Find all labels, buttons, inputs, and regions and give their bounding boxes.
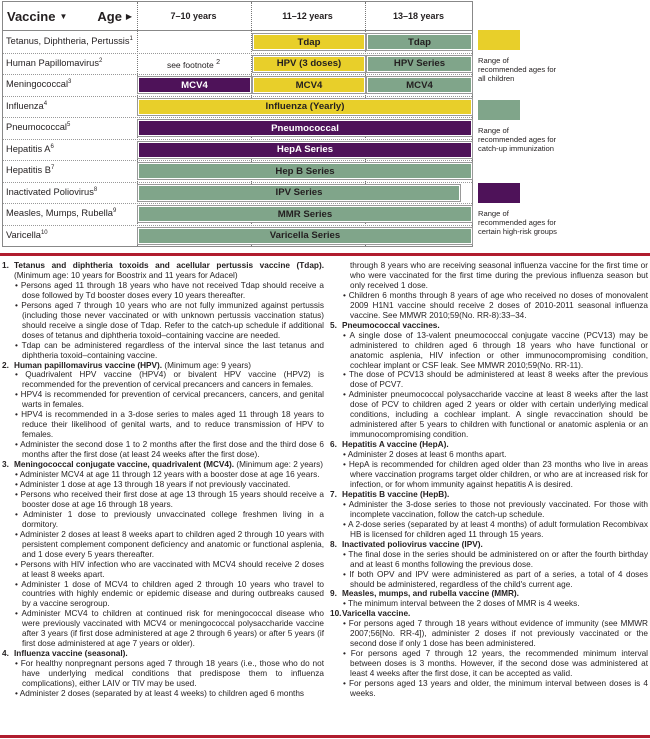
footnote-bullet: • Administer MCV4 to children at continued risk for meningococcal disease who were previously vaccinated with MCV4 or meningococcal polysaccharide vaccine after 3 years (if first dose administered at age 2 through 6 years) or after 5 years (if first dose administered at age 7 years or older).	[15, 609, 324, 649]
schedule-bar: Hep B Series	[138, 163, 472, 179]
vaccine-name-text: Human Papillomavirus	[6, 57, 100, 68]
footnote-ref: 3	[68, 79, 72, 85]
note-text: see footnote	[166, 59, 214, 70]
legend-item	[478, 183, 650, 237]
footnote-bullet-text: Administer MCV4 to children at continued risk for meningococcal disease who were previously vaccinated with MCV4 or meningococcal polysaccharide vaccine after 3 years (if first dose administered at age 2 through 6 years) or after 5 years (if first dose administered at age 7 years or older).	[21, 609, 324, 649]
footnote-bullet: • Children 6 months through 8 years of age who received no doses of monovalent 2009 H1N1 vaccine should receive 2 doses of 2010-2011 seasonal influenza vaccine. See MMWR 2010;59(No. RR-8):33–34.	[343, 290, 648, 320]
vaccine-name-text: Meningococcal	[6, 79, 69, 90]
footnote-ref: 2	[216, 57, 221, 66]
footnote	[330, 609, 648, 699]
footnote-bullet: • A single dose of 13-valent pneumococcal conjugate vaccine (PCV13) may be administered to children aged 6 through 18 years who have functional or anatomic asplenia, HIV infection or other immunocompromising condition, cochlear implant or CSF leak. See MMWR 2010;59(No. RR-11).	[343, 330, 648, 370]
table-row	[3, 160, 472, 183]
age-column-11-12: 11–12 years	[251, 2, 364, 31]
schedule-bar: Tdap	[367, 34, 472, 50]
footnote-number: 7.	[330, 489, 337, 499]
footnote-bullet-text: For persons aged 13 years and older, the minimum interval between doses is 4 weeks.	[349, 679, 648, 698]
footnote-bullet-text: Administer 2 doses at least 8 weeks apart to children aged 2 through 10 years with persistent complement component deficiency and anatomic or functional asplenia, and 1 dose every 5 years thereafter.	[19, 529, 324, 559]
legend-text: Range of recommended ages for all children	[478, 56, 557, 84]
footnote-bullet: • HepA is recommended for children aged older than 23 months who live in areas where vaccination programs target older children, or who are at increased risk for infection, or for whom immunity against hepatitis A is desired.	[343, 460, 648, 489]
schedule-bar: Varicella Series	[138, 228, 472, 244]
schedule-bar: MCV4	[367, 77, 472, 93]
footnote-number: 10.	[330, 609, 342, 619]
footnote-bullet: • The final dose in the series should be administered on or after the fourth birthday and at least 6 months following the previous dose.	[343, 549, 648, 569]
footnote	[2, 361, 324, 461]
footnote-title-wrap	[14, 649, 128, 659]
legend-swatch	[478, 183, 520, 203]
footnote-title: Measles, mumps, and rubella vaccine (MMR).	[342, 589, 519, 599]
footnote-ref: 8	[93, 186, 98, 193]
footnote-bullet: • Administer 2 doses (separated by at least 4 weeks) to children aged 6 months	[15, 688, 305, 698]
vaccine-name-text: Measles, Mumps, Rubella	[6, 208, 113, 219]
footnote	[2, 649, 324, 699]
schedule-bar: Pneumococcal	[138, 120, 472, 136]
footnote-title-wrap	[14, 460, 323, 470]
table-row	[3, 182, 472, 205]
footnote-heading	[330, 490, 648, 500]
legend-swatch	[478, 100, 520, 120]
footnote-bullet: • If both OPV and IPV were administered as part of a series, a total of 4 doses should be administered, regardless of the child's current age.	[343, 569, 648, 589]
footnote-bullet-text: Administer MCV4 at age 11 through 12 years with a booster dose at age 16 years.	[19, 470, 320, 480]
footnote-bullet: • For persons aged 13 years and older, the minimum interval between doses is 4 weeks.	[343, 679, 648, 698]
footnote-bullet-text: Administer 1 dose at age 13 through 18 years if not previously vaccinated.	[19, 479, 291, 489]
footnote-title: Varicella vaccine.	[342, 609, 411, 619]
footnote-bullet-text: Persons aged 11 through 18 years who have not received Tdap should receive a dose followed by Td booster doses every 10 years thereafter.	[20, 280, 324, 300]
see-footnote-note	[137, 58, 250, 70]
age-header: Age	[97, 8, 122, 24]
vaccine-name-text: Hepatitis A	[6, 143, 51, 154]
footnote-title: Inactivated poliovirus vaccine (IPV).	[342, 539, 483, 549]
footnote-bullet: • The minimum interval between the 2 doses of MMR is 4 weeks.	[343, 599, 580, 609]
vaccine-name-text: Influenza	[6, 100, 44, 111]
footnote-title: Influenza vaccine (seasonal).	[14, 649, 128, 659]
footnote-heading	[2, 361, 324, 371]
footnote	[330, 440, 648, 490]
footnote-ref: 5	[66, 122, 71, 128]
schedule-bar: HPV (3 doses)	[253, 56, 365, 72]
schedule-bar: HPV Series	[367, 56, 472, 72]
table-row	[3, 139, 472, 162]
footnote	[330, 321, 648, 440]
footnote-number: 2.	[2, 360, 9, 370]
bottom-red-rule	[0, 735, 650, 738]
footnote-bullet: • Persons who received their first dose at age 13 through 15 years should receive a booster dose at age 16 through 18 years.	[15, 489, 325, 509]
footnote-bullet: • The dose of PCV13 should be administered at least 8 weeks after the previous dose of PCV7.	[343, 370, 648, 390]
footnote	[2, 261, 324, 361]
schedule-bar: MCV4	[138, 77, 251, 93]
schedule-bar: IPV Series	[138, 185, 460, 201]
footnote-title: Tetanus and diphtheria toxoids and acellular pertussis vaccine (Tdap).	[14, 261, 324, 270]
vaccine-header: Vaccine	[7, 8, 56, 24]
footnote-bullet-text: A 2-dose series (separated by at least 4 months) of adult formulation Recombivax HB is licensed for children aged 11 through 15 years.	[347, 519, 648, 539]
footnote-title: Meningococcal conjugate vaccine, quadrivalent (MCV4).	[14, 460, 235, 470]
footnote-bullet-text: The minimum interval between the 2 doses of MMR is 4 weeks.	[348, 599, 580, 609]
footnote-bullet: • For persons aged 7 through 12 years, the recommended minimum interval between doses is 3 months. However, if the second dose was administered at least 4 weeks after the first dose, it can be accepted as valid.	[343, 649, 649, 679]
table-row	[3, 53, 472, 76]
footnote-subtitle: (Minimum age: 2 years)	[236, 460, 324, 470]
footnote	[330, 291, 648, 321]
legend-swatch	[478, 30, 520, 50]
footnote-ref: 9	[112, 208, 117, 214]
table-row	[3, 96, 472, 119]
footnote-subtitle: (Minimum age: 10 years for Boostrix and 11 years for Adacel)	[14, 270, 238, 280]
footnote-bullet: • Quadrivalent HPV vaccine (HPV4) or bivalent HPV vaccine (HPV2) is recommended for the prevention of cervical precancers and cancers in females.	[15, 370, 324, 390]
footnote-bullet-text: Administer 2 doses (separated by at least 4 weeks) to children aged 6 months	[19, 688, 305, 698]
footnote-number: 9.	[330, 589, 337, 599]
age-column-13-18: 13–18 years	[365, 2, 472, 31]
schedule-bar: HepA Series	[138, 142, 472, 158]
footnote-title-wrap	[14, 361, 251, 371]
vaccine-name-text: Tetanus, Diphtheria, Pertussis	[6, 36, 130, 47]
footnote-title-wrap	[342, 440, 449, 450]
footnote-number: 6.	[330, 440, 337, 450]
footnote-bullet-text: Administer 1 dose of MCV4 to children aged 2 through 10 years who travel to countries with highly endemic or epidemic disease and during outbreaks caused by a vaccine serogroup.	[21, 579, 324, 609]
table-row	[3, 31, 472, 54]
table-row	[3, 225, 472, 247]
schedule-bar: Tdap	[253, 34, 365, 50]
schedule-bar: Influenza (Yearly)	[138, 99, 472, 115]
footnote-title-wrap	[342, 589, 519, 599]
vaccine-name-text: Pneumococcal	[6, 122, 67, 133]
vaccine-name	[6, 208, 116, 218]
footnote-bullet: • A 2-dose series (separated by at least 4 months) of adult formulation Recombivax HB is licensed for children aged 11 through 15 years.	[343, 519, 648, 539]
footnote-number: 4.	[2, 649, 9, 659]
vaccine-name	[6, 165, 54, 175]
footnote	[330, 490, 648, 540]
footnote-title: Hepatitis A vaccine (HepA).	[342, 440, 449, 450]
triangle-right-icon: ▶	[125, 11, 133, 21]
footnote-heading	[330, 589, 648, 599]
footnote-bullet: • Persons aged 11 through 18 years who have not received Tdap should receive a dose followed by Td booster doses every 10 years thereafter.	[15, 280, 324, 300]
footnote-title: Pneumococcal vaccines.	[342, 320, 440, 330]
footnote-bullet: • Administer 1 dose at age 13 through 18 years if not previously vaccinated.	[15, 479, 291, 489]
footnote-bullet-text: If both OPV and IPV were administered as part of a series, a total of 4 doses should be administered, regardless of the child's current age.	[349, 569, 648, 589]
table-row	[3, 117, 472, 140]
vaccine-name-text: Varicella	[6, 229, 41, 240]
footnote-bullet-text: Administer pneumococcal polysaccharide vaccine at least 8 weeks after the last dose of PCV to children aged 2 years or older with certain underlying medical conditions, including a cochlear implant. A single revaccination should be administered after 5 years to children with functional or anatomic asplenia or an immunocompromising condition.	[348, 390, 649, 440]
footnote-bullet: • For persons aged 7 through 18 years without evidence of immunity (see MMWR 2007;56[No. RR-4]), administer 2 doses if not previously vaccinated or the second dose if only 1 dose has been administered.	[343, 619, 648, 649]
footnote-heading	[2, 649, 324, 659]
footnote-bullet: • HPV4 is recommended in a 3-dose series to males aged 11 through 18 years to reduce their likelihood of genital warts, and to reduce transmission of HPV to females.	[15, 410, 324, 440]
legend-item	[478, 100, 650, 154]
footnote-bullet: • Administer 2 doses at least 8 weeks apart to children aged 2 through 10 years with persistent complement component deficiency and anatomic or functional asplenia, and 1 dose every 5 years thereafter.	[15, 529, 324, 559]
footnote-ref: 10	[40, 229, 48, 236]
age-column-7-10: 7–10 years	[137, 2, 250, 31]
footnote-heading	[330, 609, 648, 619]
footnote-bullet-text: A single dose of 13-valent pneumococcal conjugate vaccine (PCV13) may be administered to children aged 6 through 18 years who have functional or anatomic asplenia, HIV infection or other immunocompromising condition, cochlear implant or CSF leak. See MMWR 2010;59(No. RR-11).	[349, 330, 648, 370]
legend-item	[478, 30, 650, 84]
footnote-number: 8.	[330, 539, 337, 549]
table-row	[3, 74, 472, 97]
footnote-bullet: • Administer 2 doses at least 6 months apart.	[343, 450, 507, 460]
footnote-title-wrap	[342, 540, 483, 550]
footnote-bullet-text: Persons with HIV infection who are vaccinated with MCV4 should receive 2 doses at least 8 weeks apart.	[20, 559, 324, 579]
footnote-bullet-text: For persons aged 7 through 12 years, the recommended minimum interval between doses is 3 months. However, if the second dose was administered at least 4 weeks after the first dose, it can be accepted as valid.	[350, 649, 649, 679]
footnote-bullet-text: Tdap can be administered regardless of the interval since the last tetanus and diphtheria toxoid–containing vaccine.	[21, 340, 324, 360]
footnote-heading	[330, 321, 648, 331]
footnote-title-wrap	[342, 490, 449, 500]
footnote-heading	[2, 261, 324, 281]
footnote-bullet-text: The final dose in the series should be administered on or after the fourth birthday and at least 6 months following the previous dose.	[348, 549, 648, 569]
schedule-bar: MMR Series	[138, 206, 472, 222]
footnote-ref: 1	[129, 36, 133, 42]
footnote-bullet: • Administer the second dose 1 to 2 months after the first dose and the third dose 6 months after the first dose (at least 24 weeks after the first dose).	[15, 440, 324, 460]
schedule-table	[2, 1, 473, 247]
footnote-bullet: • HPV4 is recommended for prevention of cervical precancers, cancers, and genital warts in females.	[15, 390, 324, 410]
footnote-bullet-text: HepA is recommended for children aged older than 23 months who live in areas where vaccination programs target older children, or who are at increased risk for infection, or for whom immunity against hepatitis A is desired.	[348, 460, 648, 489]
footnote-ref: 7	[50, 165, 55, 171]
footnote-bullet-text: For persons aged 7 through 18 years without evidence of immunity (see MMWR 2007;56[No. RR-4]), administer 2 doses if not previously vaccinated or the second dose if only 1 dose has been administered.	[348, 619, 648, 649]
footnote-bullet: • Administer the 3-dose series to those not previously vaccinated. For those with incomplete vaccination, follow the catch-up schedule.	[343, 499, 648, 519]
footnote-heading	[330, 440, 648, 450]
vaccine-name-text: Hepatitis B	[6, 165, 51, 176]
footnote-ref: 2	[99, 57, 103, 64]
footnote-bullet-text: HPV4 is recommended in a 3-dose series to males aged 11 through 18 years to reduce their likelihood of genital warts, and to reduce transmission of HPV to females.	[21, 410, 324, 440]
footnote-bullet-text: Administer 1 dose to previously unvaccinated college freshmen living in a dormitory.	[22, 509, 324, 529]
vaccine-name	[6, 79, 71, 89]
footnote-number: 5.	[330, 320, 337, 330]
footnote-title-wrap	[342, 609, 410, 619]
vaccine-name-text: Inactivated Poliovirus	[6, 186, 94, 197]
footnote-ref: 4	[43, 100, 48, 107]
vaccine-name	[6, 36, 133, 46]
footnote	[330, 589, 648, 609]
footnote-heading	[2, 460, 324, 470]
footnote-bullet-text: HPV4 is recommended for prevention of cervical precancers, cancers, and genital warts in females.	[20, 390, 324, 410]
footnote-bullet: • Administer pneumococcal polysaccharide vaccine at least 8 weeks after the last dose of PCV to children aged 2 years or older with certain underlying medical conditions, including a cochlear implant. A single revaccination should be administered after 5 years to children with functional or anatomic asplenia or an immunocompromising condition.	[343, 390, 649, 440]
footnote-bullet: • Persons with HIV infection who are vaccinated with MCV4 should receive 2 doses at least 8 weeks apart.	[15, 559, 324, 579]
vaccine-name	[6, 122, 70, 132]
vaccine-name	[6, 187, 97, 197]
footnote-bullet: • Administer 1 dose of MCV4 to children aged 2 through 10 years who travel to countries with highly endemic or epidemic disease and during outbreaks caused by a vaccine serogroup.	[15, 579, 324, 609]
footnote-bullet-text: Persons who received their first dose at age 13 through 15 years should receive a booster dose at age 16 through 18 years.	[20, 489, 325, 509]
footnote-bullet-text: Administer 2 doses at least 6 months apart.	[347, 450, 507, 460]
footnote-bullet-text: Administer the second dose 1 to 2 months after the first dose and the third dose 6 months after the first dose (at least 24 weeks after the first dose).	[20, 440, 324, 460]
footnote-bullet-text: Administer the 3-dose series to those not previously vaccinated. For those with incomplete vaccination, follow the catch-up schedule.	[348, 499, 648, 519]
header-vaccine-age	[3, 2, 136, 31]
footnote-heading	[330, 540, 648, 550]
footnote-title: Hepatitis B vaccine (HepB).	[342, 489, 450, 499]
footnote-bullet: • For healthy nonpregnant persons aged 7 through 18 years (i.e., those who do not have underlying medical conditions that predispose them to influenza complications), either LAIV or TIV may be used.	[15, 659, 324, 689]
triangle-down-icon: ▼	[59, 11, 68, 21]
footnote	[330, 540, 648, 590]
footnotes-left-column	[2, 261, 324, 699]
footnote-bullet-text: Persons aged 7 through 10 years who are not fully immunized against pertussis (including those never vaccinated or with unknown pertussis vaccination status) should receive a single dose of Tdap. Refer to the catch-up schedule if additional doses of tetanus and diphtheria toxoid–containing vaccine are needed.	[21, 300, 324, 340]
footnote-title-wrap	[342, 321, 440, 331]
footnote-bullet: • Tdap can be administered regardless of the interval since the last tetanus and diphtheria toxoid–containing vaccine.	[15, 340, 324, 360]
footnote-bullet: • Administer 1 dose to previously unvaccinated college freshmen living in a dormitory.	[15, 509, 324, 529]
footnote-bullet-text: Quadrivalent HPV vaccine (HPV4) or bivalent HPV vaccine (HPV2) is recommended for the prevention of cervical precancers and cancers in females.	[22, 370, 324, 390]
footnote-bullet-text: Children 6 months through 8 years of age who received no doses of monovalent 2009 H1N1 vaccine should receive 2 doses of 2010-2011 seasonal influenza vaccine. See MMWR 2010;59(No. RR-8):33–34.	[348, 290, 648, 320]
footnote-ref: 6	[50, 143, 54, 150]
vaccine-name	[6, 144, 54, 154]
footnote-number: 3.	[2, 460, 9, 470]
footnote-continuation: through 8 years who are receiving seasonal influenza vaccine for the first time or who were vaccinated for the first time during the previous influenza season but only received 1 dose.	[350, 261, 648, 290]
footnote-number: 1.	[2, 261, 9, 270]
footnote-subtitle: (Minimum age: 9 years)	[164, 360, 252, 370]
footnote-title-wrap	[14, 261, 324, 281]
footnotes-right-column	[330, 261, 648, 699]
legend-text: Range of recommended ages for certain high-risk groups	[478, 209, 557, 237]
footnote	[2, 460, 324, 649]
legend-text: Range of recommended ages for catch-up immunization	[478, 126, 557, 154]
schedule-bar: MCV4	[253, 77, 365, 93]
vaccine-name	[6, 101, 47, 111]
footnote-bullet-text: The dose of PCV13 should be administered at least 8 weeks after the previous dose of PCV7.	[348, 370, 648, 390]
footnote-bullet-text: For healthy nonpregnant persons aged 7 through 18 years (i.e., those who do not have underlying medical conditions that predispose them to influenza complications), either LAIV or TIV may be used.	[20, 659, 324, 689]
vaccine-name	[6, 230, 48, 240]
table-row	[3, 203, 472, 226]
footnote-bullet: • Persons aged 7 through 10 years who are not fully immunized against pertussis (including those never vaccinated or with unknown pertussis vaccination status) should receive a single dose of Tdap. Refer to the catch-up schedule if additional doses of tetanus and diphtheria toxoid–containing vaccine are needed.	[15, 300, 324, 340]
vaccine-name	[6, 58, 102, 68]
footnote-title: Human papillomavirus vaccine (HPV).	[14, 360, 163, 370]
top-red-rule	[0, 253, 650, 256]
footnote-bullet: • Administer MCV4 at age 11 through 12 years with a booster dose at age 16 years.	[15, 470, 320, 480]
